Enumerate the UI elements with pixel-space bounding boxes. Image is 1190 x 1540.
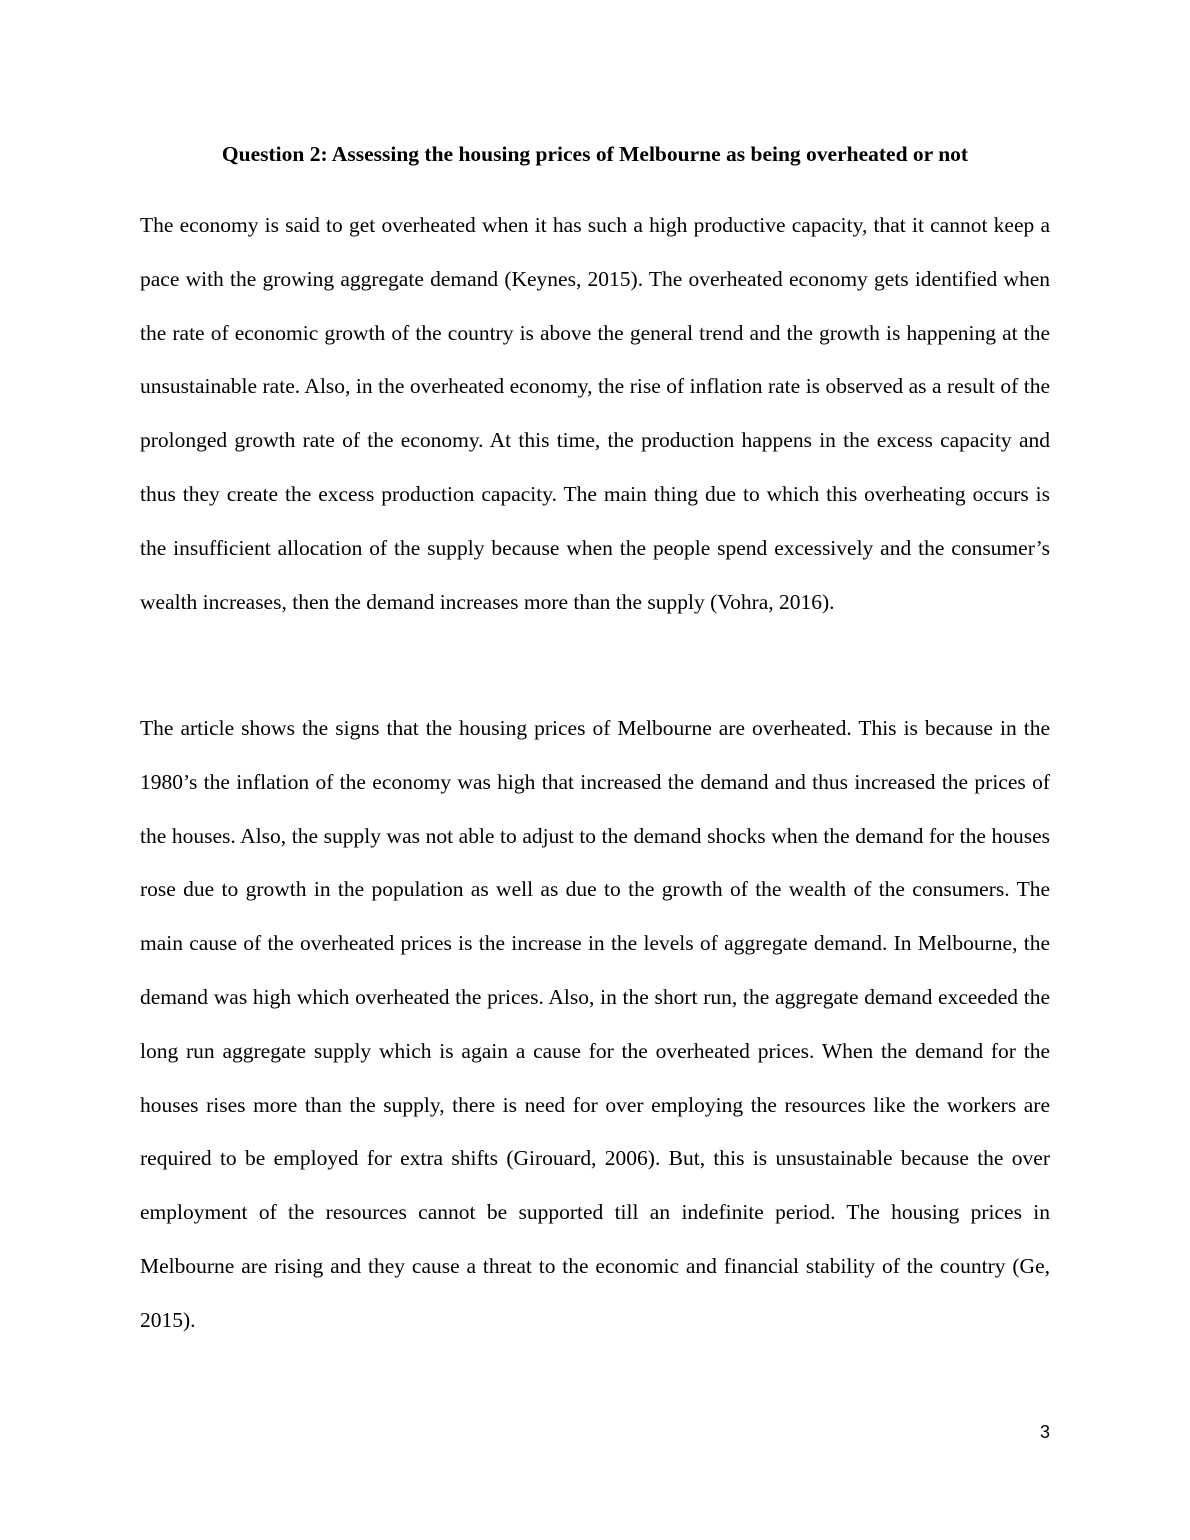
body-paragraph-melbourne-housing: The article shows the signs that the housing prices of Melbourne are overheated. This is because in the 1980’s the inflation of the economy was high that increased the demand and thus increased the prices of the houses. Also, the supply was not able to adjust to the demand shocks when the demand for the houses rose due to growth in the population as well as due to the growth of the wealth of the consumers. The main cause of the overheated prices is the increase in the levels of aggregate demand. In Melbourne, the demand was high which overheated the prices. Also, in the short run, the aggregate demand exceeded the long run aggregate supply which is again a cause for the overheated prices. When the demand for the houses rises more than the supply, there is need for over employing the resources like the workers are required to be employed for extra shifts (Girouard, 2006). But, this is unsustainable because the over employment of the resources cannot be supported till an indefinite period. The housing prices in Melbourne are rising and they cause a threat to the economic and financial stability of the country (Ge, 2015).	[140, 716, 1050, 1332]
section-heading: Question 2: Assessing the housing prices of Melbourne as being overheated or not	[221, 142, 969, 166]
page-number: 3	[1039, 1422, 1050, 1442]
body-paragraph-overheated-economy: The economy is said to get overheated when it has such a high productive capacity, that it cannot keep a pace with the growing aggregate demand (Keynes, 2015). The overheated economy gets identified when the rate of economic growth of the country is above the general trend and the growth is happening at the unsustainable rate. Also, in the overheated economy, the rise of inflation rate is observed as a result of the prolonged growth rate of the economy. At this time, the production happens in the excess capacity and thus they create the excess production capacity. The main thing due to which this overheating occurs is the insufficient allocation of the supply because when the people spend excessively and the consumer’s wealth increases, then the demand increases more than the supply (Vohra, 2016).	[140, 213, 1050, 614]
